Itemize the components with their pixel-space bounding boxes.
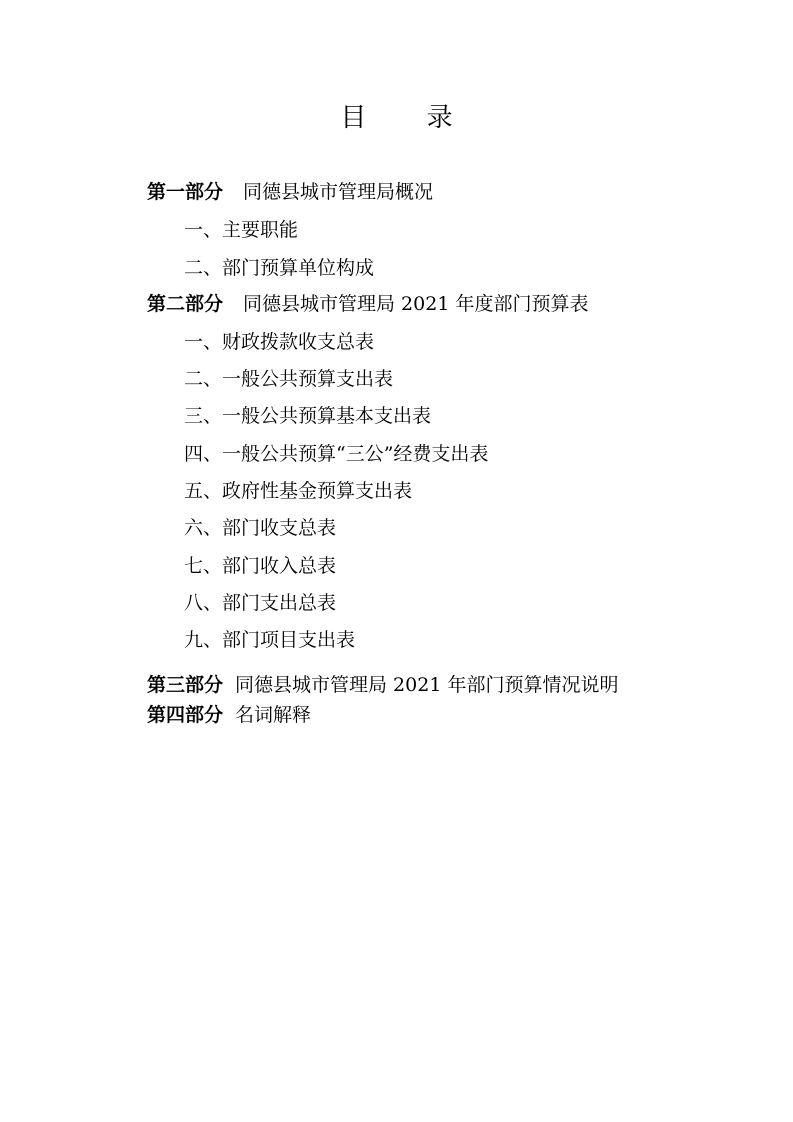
toc-part-text: 同德县城市管理局概况 xyxy=(243,181,434,203)
toc-part-label: 第三部分 xyxy=(147,674,224,696)
toc-item[interactable]: 五、政府性基金预算支出表 xyxy=(184,480,413,502)
toc-part-label: 第一部分 xyxy=(147,181,224,203)
toc-part-label: 第四部分 xyxy=(147,704,224,726)
toc-part-label: 第二部分 xyxy=(147,293,224,315)
toc-item[interactable]: 三、一般公共预算基本支出表 xyxy=(184,405,432,427)
toc-item[interactable]: 七、部门收入总表 xyxy=(184,555,337,577)
toc-item[interactable]: 六、部门收支总表 xyxy=(184,517,337,539)
toc-item[interactable]: 八、部门支出总表 xyxy=(184,592,337,614)
toc-item[interactable]: 一、主要职能 xyxy=(184,219,299,241)
toc-item[interactable]: 二、一般公共预算支出表 xyxy=(184,368,394,390)
toc-part-2[interactable] xyxy=(147,292,588,316)
toc-item[interactable]: 二、部门预算单位构成 xyxy=(184,257,375,279)
toc-part-4[interactable] xyxy=(147,703,311,727)
toc-item[interactable]: 一、财政拨款收支总表 xyxy=(184,331,375,353)
toc-part-text: 同德县城市管理局 2021 年度部门预算表 xyxy=(243,293,589,315)
toc-item[interactable]: 九、部门项目支出表 xyxy=(184,629,356,651)
toc-part-text: 名词解释 xyxy=(235,704,312,726)
toc-title: 目 录 xyxy=(340,103,479,133)
toc-item[interactable]: 四、一般公共预算“三公”经费支出表 xyxy=(184,443,489,465)
toc-part-3[interactable] xyxy=(147,673,618,697)
toc-part-text: 同德县城市管理局 2021 年部门预算情况说明 xyxy=(235,674,619,696)
toc-part-1[interactable] xyxy=(147,180,433,204)
